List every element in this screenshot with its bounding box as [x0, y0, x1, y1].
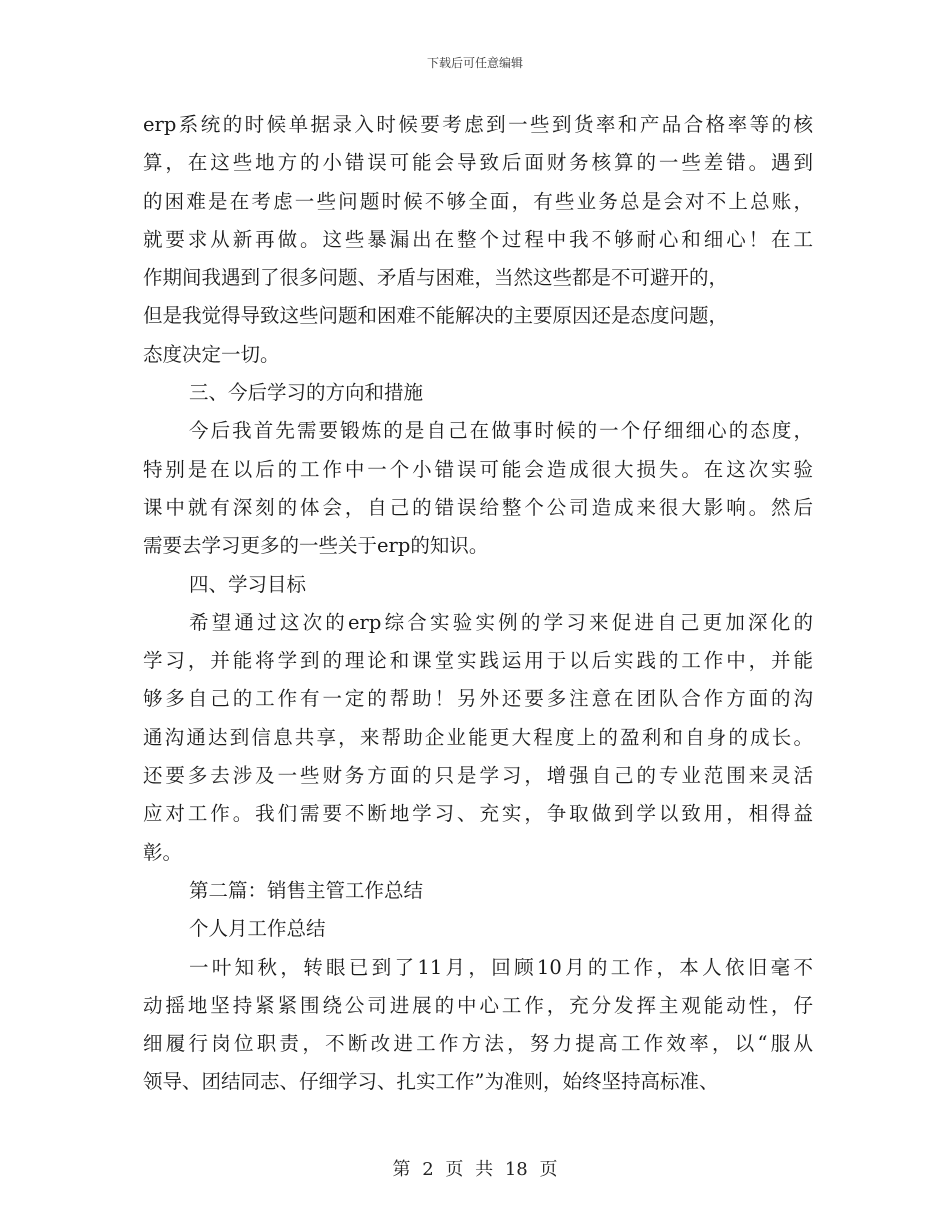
text-line: 彰。: [143, 840, 183, 864]
text-line: 细履行岗位职责，不断改进工作方法，努力提高工作效率，以“服从: [143, 1032, 813, 1056]
text-line: erp系统的时候单据录入时候要考虑到一些到货率和产品合格率等的核: [143, 113, 813, 136]
text-line: 领导、团结同志、仔细学习、扎实工作”为准则，始终坚持高标准、: [143, 1070, 719, 1094]
text-line: 课中就有深刻的体会，自己的错误给整个公司造成来很大影响。然后: [143, 495, 813, 519]
text-line: 应对工作。我们需要不断地学习、充实，争取做到学以致用，相得益: [143, 802, 813, 826]
text-line: 就要求从新再做。这些暴漏出在整个过程中我不够耐心和细心！在工: [143, 227, 813, 251]
text-line: 特别是在以后的工作中一个小错误可能会造成很大损失。在这次实验: [143, 457, 813, 481]
text-line: 够多自己的工作有一定的帮助！另外还要多注意在团队合作方面的沟: [143, 687, 813, 711]
text-line: 今后我首先需要锻炼的是自己在做事时候的一个仔细细心的态度，: [189, 419, 813, 443]
text-line: 通沟通达到信息共享，来帮助企业能更大程度上的盈利和自身的成长。: [143, 725, 813, 749]
text-line: 算，在这些地方的小错误可能会导致后面财务核算的一些差错。遇到: [143, 151, 813, 175]
text-line: 个人月工作总结: [189, 917, 326, 941]
text-line: 还要多去涉及一些财务方面的只是学习，增强自己的专业范围来灵活: [143, 764, 813, 788]
text-line: 作期间我遇到了很多问题、矛盾与困难，当然这些都是不可避开的，: [143, 266, 729, 290]
document-body: [143, 106, 813, 1102]
page-footer: 第 2 页 共 18 页: [392, 1159, 558, 1180]
text-line: 四、学习目标: [189, 572, 307, 596]
text-line: 一叶知秋，转眼已到了11月，回顾10月的工作，本人依旧毫不: [189, 955, 813, 979]
text-line: 的困难是在考虑一些问题时候不够全面，有些业务总是会对不上总账，: [143, 189, 813, 213]
text-line: 学习，并能将学到的理论和课堂实践运用于以后实践的工作中，并能: [143, 649, 813, 673]
text-line: 需要去学习更多的一些关于erp的知识。: [143, 534, 489, 558]
text-line: 但是我觉得导致这些问题和困难不能解决的主要原因还是态度问题，: [143, 304, 729, 328]
text-line: 第二篇：销售主管工作总结: [189, 878, 424, 902]
page-header: 下载后可任意编辑: [426, 56, 523, 70]
text-line: 态度决定一切。: [143, 342, 280, 366]
text-line: 动摇地坚持紧紧围绕公司进展的中心工作，充分发挥主观能动性，仔: [143, 993, 813, 1017]
text-line: 希望通过这次的erp综合实验实例的学习来促进自己更加深化的: [189, 610, 813, 634]
text-line: 三、今后学习的方向和措施: [189, 381, 424, 405]
